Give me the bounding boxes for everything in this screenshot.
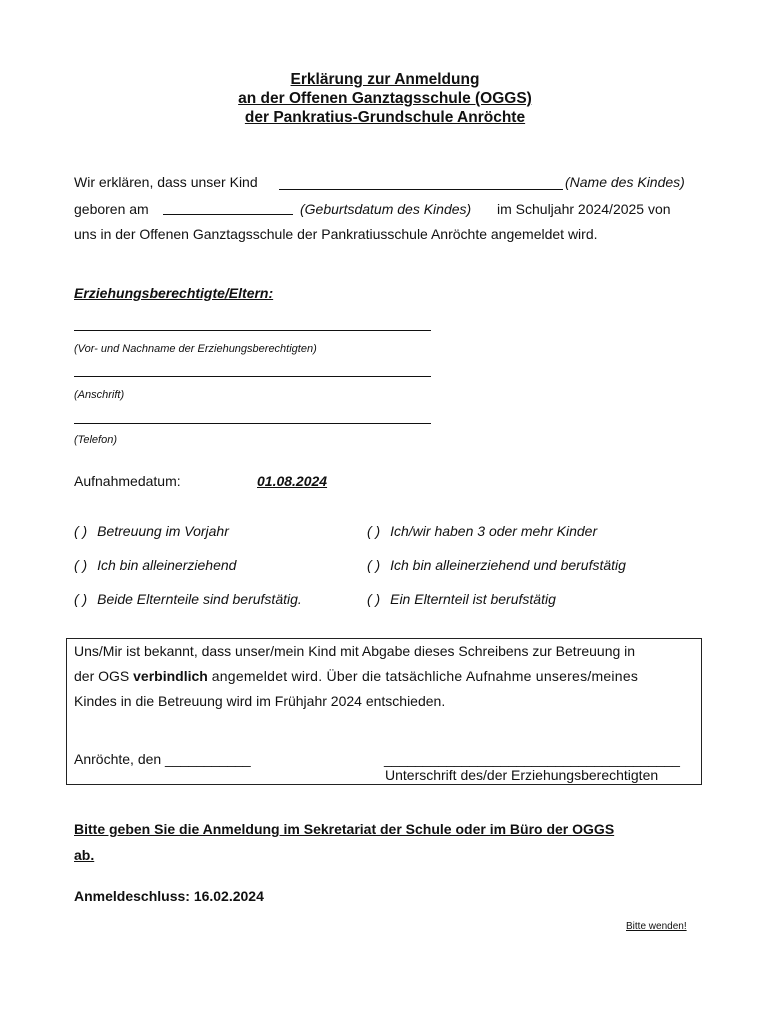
title-line-2: an der Offenen Ganztagsschule (OGGS) xyxy=(238,90,532,107)
submit-instruction-line-2: ab. xyxy=(74,847,95,863)
deadline: Anmeldeschluss: 16.02.2024 xyxy=(74,888,264,904)
option-label: Beide Elternteile sind berufstätig. xyxy=(97,591,302,607)
notice-bold: verbindlich xyxy=(133,668,208,684)
guardians-heading: Erziehungsberechtigte/Eltern: xyxy=(74,285,274,301)
option-checkbox[interactable] xyxy=(367,591,556,607)
option-checkbox[interactable] xyxy=(367,557,626,573)
option-checkbox[interactable] xyxy=(367,523,597,539)
option-label: Ich/wir haben 3 oder mehr Kinder xyxy=(390,523,598,539)
option-checkbox[interactable] xyxy=(74,523,229,539)
intro-line-3: uns in der Offenen Ganztagsschule der Pankratiusschule Anröchte angemeldet wird. xyxy=(74,226,598,242)
admission-label: Aufnahmedatum: xyxy=(74,473,181,489)
child-name-hint: (Name des Kindes) xyxy=(565,174,685,190)
option-label: Ich bin alleinerziehend xyxy=(97,557,237,573)
checkbox-mark: ( ) xyxy=(74,591,88,607)
turn-over-note: Bitte wenden! xyxy=(626,921,687,932)
notice-line-2 xyxy=(74,668,638,684)
signature-caption: Unterschrift des/der Erziehungsberechtigten xyxy=(385,767,659,783)
checkbox-mark: ( ) xyxy=(367,591,381,607)
born-label: geboren am xyxy=(74,201,149,217)
option-checkbox[interactable] xyxy=(74,591,302,607)
title-line-3: der Pankratius-Grundschule Anröchte xyxy=(244,109,526,126)
checkbox-mark: ( ) xyxy=(367,523,381,539)
guardian-name-caption: (Vor- und Nachname der Erziehungsberechtigten) xyxy=(74,343,317,355)
address-caption: (Anschrift) xyxy=(74,389,125,401)
child-name-field[interactable] xyxy=(279,176,563,190)
intro-prefix: Wir erklären, dass unser Kind xyxy=(74,174,258,190)
phone-field[interactable] xyxy=(74,411,431,424)
notice-line-2-post: angemeldet wird. Über die tatsächliche Aufnahme unseres/meines xyxy=(211,668,639,684)
option-label: Betreuung im Vorjahr xyxy=(97,523,229,539)
checkbox-mark: ( ) xyxy=(74,523,88,539)
guardian-name-field[interactable] xyxy=(74,318,431,331)
option-label: Ein Elternteil ist berufstätig xyxy=(390,591,556,607)
submit-instruction-line-1: Bitte geben Sie die Anmeldung im Sekretariat der Schule oder im Büro der OGGS xyxy=(74,821,615,837)
school-year-text: im Schuljahr 2024/2025 von xyxy=(497,201,671,217)
signature-field[interactable]: ______________________________________ xyxy=(384,751,680,767)
address-field[interactable] xyxy=(74,364,431,377)
notice-line-1: Uns/Mir ist bekannt, dass unser/mein Kind mit Abgabe dieses Schreibens zur Betreuung in xyxy=(74,643,636,659)
birth-date-field[interactable] xyxy=(163,202,293,215)
option-label: Ich bin alleinerziehend und berufstätig xyxy=(390,557,626,573)
option-checkbox[interactable] xyxy=(74,557,236,573)
place-date-field[interactable]: Anröchte, den ___________ xyxy=(74,751,251,767)
title-line-1: Erklärung zur Anmeldung xyxy=(290,71,480,88)
checkbox-mark: ( ) xyxy=(367,557,381,573)
checkbox-mark: ( ) xyxy=(74,557,88,573)
notice-line-3: Kindes in die Betreuung wird im Frühjahr 2024 entschieden. xyxy=(74,693,446,709)
notice-line-2-pre: der OGS xyxy=(74,668,130,684)
admission-date: 01.08.2024 xyxy=(257,473,328,489)
phone-caption: (Telefon) xyxy=(74,434,118,446)
birth-date-hint: (Geburtsdatum des Kindes) xyxy=(300,201,472,217)
